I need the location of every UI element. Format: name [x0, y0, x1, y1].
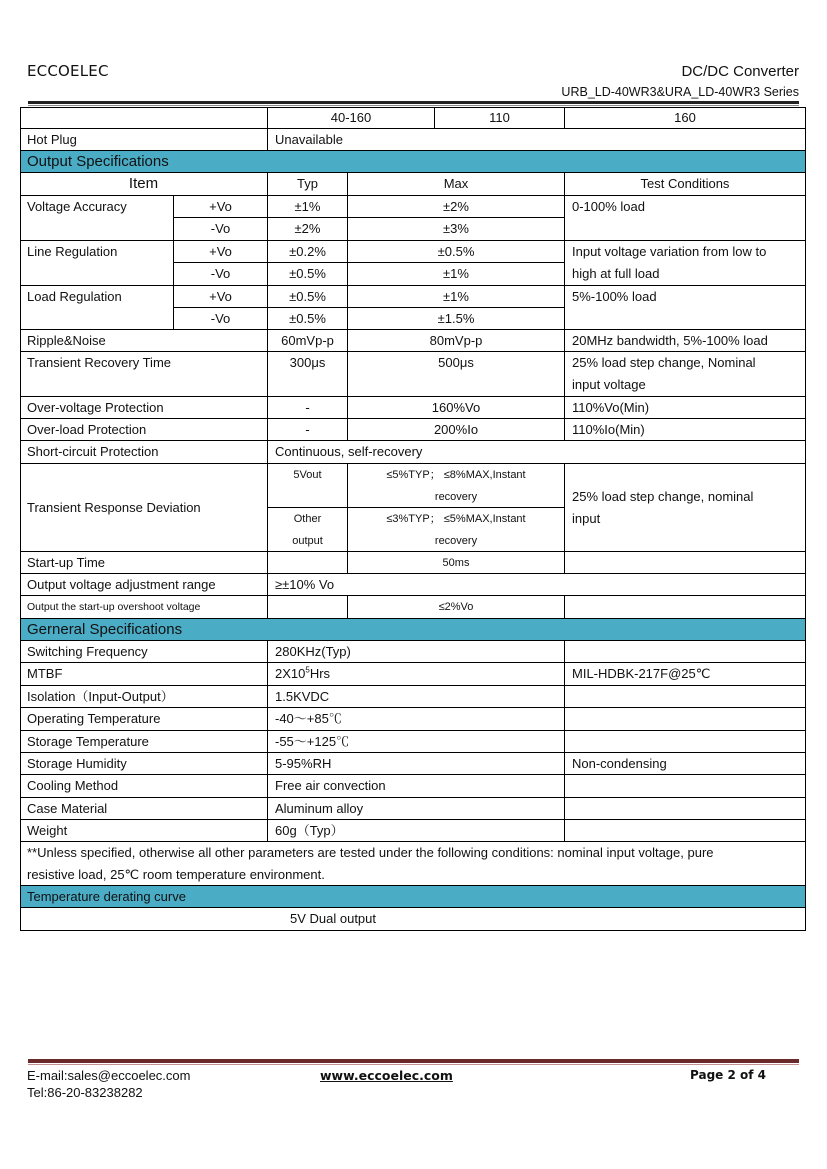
input-nominal: 110 [435, 107, 565, 129]
hot-plug-label: Hot Plug [20, 129, 268, 151]
transient-deviation-label: Transient Response Deviation [20, 464, 268, 552]
footer-rule-thin [28, 1064, 799, 1065]
series-name: URB_LD-40WR3&URA_LD-40WR3 Series [561, 85, 799, 99]
vo-pos: +Vo [174, 241, 268, 263]
vo-pos: +Vo [174, 286, 268, 308]
typ-value: - [268, 419, 348, 441]
max-value: ±3% [348, 218, 565, 241]
scp-label: Short-circuit Protection [20, 441, 268, 464]
mtbf-base: 2X10 [275, 666, 306, 681]
typ-value: ±2% [268, 218, 348, 241]
vo-neg: -Vo [174, 218, 268, 241]
max-value: ±1% [348, 263, 565, 286]
typ-value: 300μs [268, 352, 348, 397]
general-condition [565, 798, 806, 820]
col-header-typ: Typ [268, 173, 348, 196]
page-number: Page 2 of 4 [690, 1068, 766, 1082]
condition-value: 110%Io(Min) [565, 419, 806, 441]
col-header-conditions: Test Conditions [565, 173, 806, 196]
condition-value: 5%-100% load [565, 286, 806, 330]
section-output-specifications: Output Specifications [20, 151, 806, 173]
general-condition [565, 820, 806, 842]
hot-plug-value: Unavailable [268, 129, 806, 151]
deviation-line: ≤5%TYP； ≤8%MAX,Instant [386, 469, 526, 481]
general-label: Cooling Method [20, 775, 268, 798]
general-label: Isolation（Input-Output） [20, 686, 268, 708]
condition-line: high at full load [572, 266, 660, 281]
deviation-sub-line: output [292, 535, 323, 547]
condition-line: input [572, 511, 601, 526]
typ-value [268, 596, 348, 619]
input-max: 160 [565, 107, 806, 129]
typ-value: - [268, 397, 348, 419]
condition-line: 25% load step change, Nominal [572, 355, 756, 370]
general-value: Free air convection [268, 775, 565, 798]
condition-line: 25% load step change, nominal [572, 489, 754, 504]
section-temperature-derating: Temperature derating curve [20, 886, 806, 908]
brand-name: ECCOELEC [27, 62, 109, 80]
condition-value: 20MHz bandwidth, 5%-100% load [565, 330, 806, 352]
general-value: 5-95%RH [268, 753, 565, 775]
test-conditions-note [20, 842, 806, 886]
typ-value: ±1% [268, 196, 348, 218]
max-value: ±1% [348, 286, 565, 308]
overshoot-label: Output the start-up overshoot voltage [20, 596, 268, 619]
header-rule [28, 101, 799, 104]
general-value: -40～+85℃ [268, 708, 565, 731]
general-condition [565, 686, 806, 708]
typ-value [268, 552, 348, 574]
olp-label: Over-load Protection [20, 419, 268, 441]
footer-phone: Tel:86-20-83238282 [27, 1085, 143, 1100]
adjust-range-label: Output voltage adjustment range [20, 574, 268, 596]
note-line: **Unless specified, otherwise all other parameters are tested under the following conditions: nominal input voltage, pure [27, 845, 714, 860]
load-regulation-label: Load Regulation [20, 286, 174, 330]
vo-neg: -Vo [174, 263, 268, 286]
line-regulation-label: Line Regulation [20, 241, 174, 286]
deviation-sub-5vout: 5Vout [268, 464, 348, 508]
deviation-line: ≤3%TYP； ≤5%MAX,Instant [386, 513, 526, 525]
startup-time-label: Start-up Time [20, 552, 268, 574]
general-condition [565, 641, 806, 663]
ripple-noise-label: Ripple&Noise [20, 330, 268, 352]
general-condition: MIL-HDBK-217F@25℃ [565, 663, 806, 686]
general-label: Case Material [20, 798, 268, 820]
vo-pos: +Vo [174, 196, 268, 218]
general-value: 1.5KVDC [268, 686, 565, 708]
max-value: ±1.5% [348, 308, 565, 330]
general-value: 280KHz(Typ) [268, 641, 565, 663]
general-condition [565, 731, 806, 753]
col-header-item: Item [20, 173, 268, 196]
deviation-sub-other [268, 508, 348, 552]
typ-value: ±0.5% [268, 286, 348, 308]
section-general-specifications: Gerneral Specifications [20, 619, 806, 641]
general-value-mtbf [268, 663, 565, 686]
typ-value: 60mVp-p [268, 330, 348, 352]
condition-value [565, 552, 806, 574]
max-value: ≤2%Vo [348, 596, 565, 619]
document-title: DC/DC Converter [681, 63, 799, 80]
col-header-max: Max [348, 173, 565, 196]
deviation-value [348, 464, 565, 508]
transient-recovery-label: Transient Recovery Time [20, 352, 268, 397]
deviation-line: recovery [434, 535, 478, 547]
general-label: Storage Humidity [20, 753, 268, 775]
adjust-range-value: ≥±10% Vo [268, 574, 806, 596]
general-label: Weight [20, 820, 268, 842]
table-cell-empty [20, 107, 268, 129]
footer-email: E-mail:sales@eccoelec.com [27, 1068, 191, 1083]
mtbf-exponent: 5 [305, 665, 310, 675]
condition-value [565, 352, 806, 397]
condition-value [565, 596, 806, 619]
deviation-sub-line: Other [293, 513, 322, 525]
vo-neg: -Vo [174, 308, 268, 330]
max-value: 80mVp-p [348, 330, 565, 352]
condition-line: input voltage [572, 377, 646, 392]
condition-value: 110%Vo(Min) [565, 397, 806, 419]
typ-value: ±0.5% [268, 308, 348, 330]
deviation-line: recovery [434, 491, 478, 503]
derating-subtitle: 5V Dual output [20, 908, 806, 931]
general-condition [565, 775, 806, 798]
header-rule-thin [28, 105, 799, 106]
general-value: 60g（Typ） [268, 820, 565, 842]
general-label: MTBF [20, 663, 268, 686]
max-value: 200%Io [348, 419, 565, 441]
footer-rule [28, 1059, 799, 1063]
general-label: Storage Temperature [20, 731, 268, 753]
max-value: ±2% [348, 196, 565, 218]
condition-value: 0-100% load [565, 196, 806, 241]
condition-value [565, 241, 806, 286]
general-label: Switching Frequency [20, 641, 268, 663]
footer-website-link[interactable]: www.eccoelec.com [320, 1068, 453, 1083]
ovp-label: Over-voltage Protection [20, 397, 268, 419]
typ-value: ±0.5% [268, 263, 348, 286]
general-label: Operating Temperature [20, 708, 268, 731]
general-value: Aluminum alloy [268, 798, 565, 820]
general-condition: Non-condensing [565, 753, 806, 775]
note-line: resistive load, 25℃ room temperature environment. [27, 867, 325, 882]
condition-line: Input voltage variation from low to [572, 244, 767, 259]
deviation-value [348, 508, 565, 552]
max-value: ±0.5% [348, 241, 565, 263]
general-condition [565, 708, 806, 731]
general-value: -55～+125℃ [268, 731, 565, 753]
max-value: 160%Vo [348, 397, 565, 419]
condition-value [565, 464, 806, 552]
max-value: 500μs [348, 352, 565, 397]
voltage-accuracy-label: Voltage Accuracy [20, 196, 174, 241]
scp-value: Continuous, self-recovery [268, 441, 806, 464]
max-value: 50ms [348, 552, 565, 574]
mtbf-unit: Hrs [309, 666, 331, 681]
input-range: 40-160 [268, 107, 435, 129]
typ-value: ±0.2% [268, 241, 348, 263]
